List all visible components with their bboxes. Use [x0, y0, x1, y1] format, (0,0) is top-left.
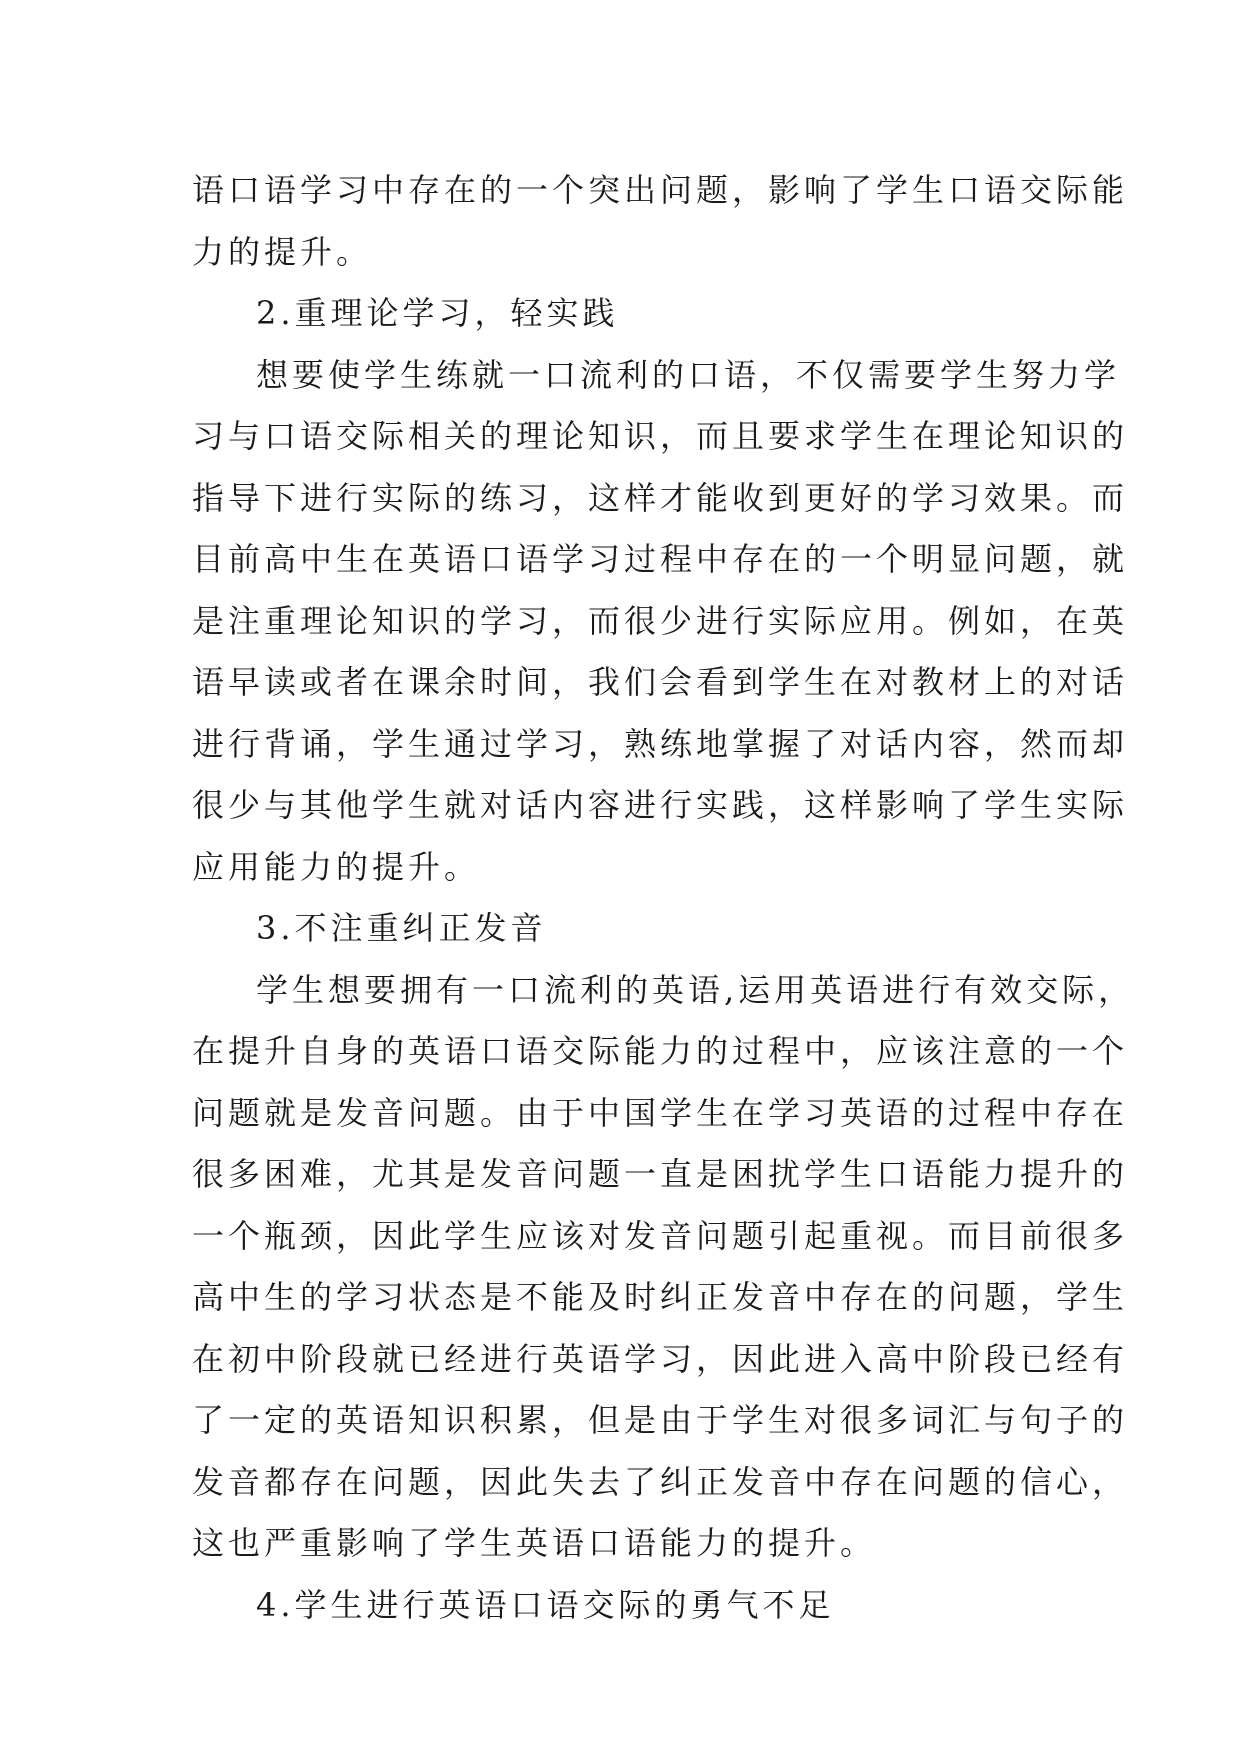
- text-line: 力的提升。: [192, 232, 373, 271]
- text-line: 很少与其他学生就对话内容进行实践，这样影响了学生实际: [192, 786, 1129, 824]
- paragraph-start-line: 2.重理论学习，轻实践: [256, 294, 619, 332]
- text-line: 这也严重影响了学生英语口语能力的提升。: [192, 1524, 877, 1562]
- text-line: 一个瓶颈，因此学生应该对发音问题引起重视。而目前很多: [192, 1216, 1129, 1255]
- text-line: 在提升自身的英语口语交际能力的过程中，应该注意的一个: [192, 1032, 1129, 1070]
- text-line: 进行背诵，学生通过学习，熟练地掌握了对话内容，然而却: [192, 724, 1129, 763]
- text-line: 在初中阶段就已经进行英语学习，因此进入高中阶段已经有: [192, 1339, 1129, 1378]
- text-line: 了一定的英语知识积累，但是由于学生对很多词汇与句子的: [192, 1401, 1129, 1439]
- text-line: 发音都存在问题，因此失去了纠正发音中存在问题的信心，: [192, 1462, 1129, 1501]
- document-body: [192, 160, 1135, 1636]
- text-line: 习与口语交际相关的理论知识，而且要求学生在理论知识的: [192, 417, 1129, 455]
- text-line: 很多困难，尤其是发音问题一直是困扰学生口语能力提升的: [192, 1155, 1129, 1193]
- text-line: 目前高中生在英语口语学习过程中存在的一个明显问题，就: [192, 540, 1129, 578]
- text-line: 语早读或者在课余时间，我们会看到学生在对教材上的对话: [192, 663, 1129, 701]
- paragraph-start-line: 4.学生进行英语口语交际的勇气不足: [256, 1585, 835, 1624]
- paragraph-start-line: 学生想要拥有一口流利的英语,运用英语进行有效交际，: [256, 970, 1135, 1009]
- text-line: 高中生的学习状态是不能及时纠正发音中存在的问题，学生: [192, 1278, 1129, 1316]
- text-line: 指导下进行实际的练习，这样才能收到更好的学习效果。而: [192, 478, 1129, 517]
- text-line: 问题就是发音问题。由于中国学生在学习英语的过程中存在: [192, 1093, 1129, 1132]
- text-line: 是注重理论知识的学习，而很少进行实际应用。例如，在英: [192, 601, 1129, 640]
- text-line: 应用能力的提升。: [192, 847, 481, 886]
- text-line: 语口语学习中存在的一个突出问题，影响了学生口语交际能: [192, 171, 1129, 209]
- paragraph-start-line: 3.不注重纠正发音: [256, 909, 547, 947]
- paragraph-start-line: 想要使学生练就一口流利的口语，不仅需要学生努力学: [256, 355, 1121, 394]
